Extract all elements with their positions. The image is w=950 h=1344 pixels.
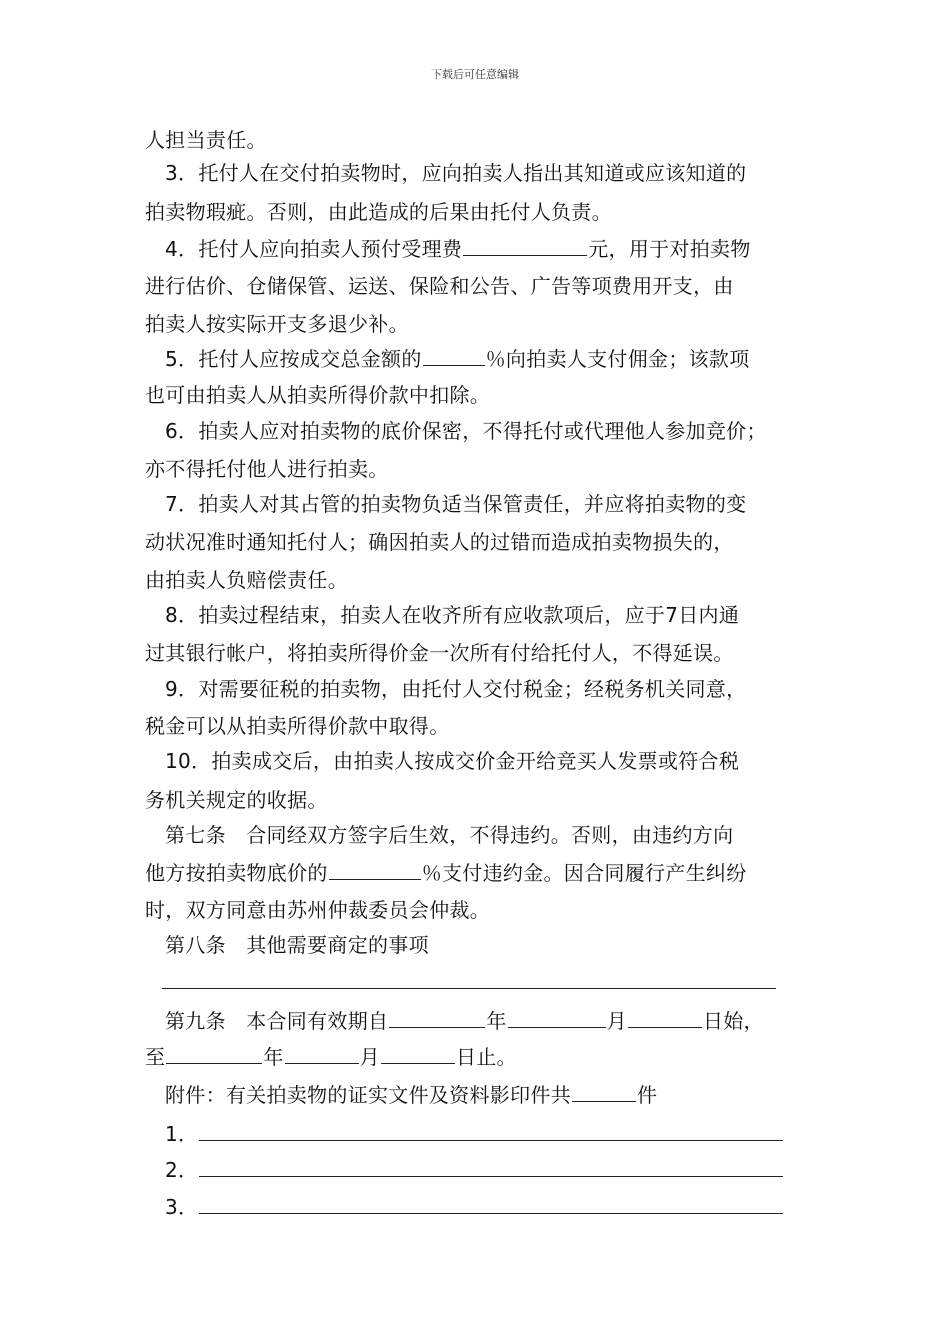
article-7-text-2: ％支付违约金。因合同履行产生纠纷 xyxy=(421,861,747,885)
commission-blank[interactable] xyxy=(423,345,485,366)
attachment-count-blank[interactable] xyxy=(572,1081,636,1102)
text-line: 亦不得托付他人进行拍卖。 xyxy=(145,457,389,481)
attachment-number: 2． xyxy=(165,1158,199,1182)
start-day-blank[interactable] xyxy=(628,1007,702,1028)
attachments-text: 附件：有关拍卖物的证实文件及资料影印件共 xyxy=(165,1083,571,1107)
end-day-blank[interactable] xyxy=(381,1043,455,1064)
year-label: 年 xyxy=(263,1045,284,1069)
page-header: 下载后可任意编辑 xyxy=(431,68,519,81)
article-7-line-2 xyxy=(145,859,747,886)
attachments-unit: 件 xyxy=(637,1083,658,1107)
attachment-item xyxy=(165,1156,784,1183)
text-line: 时，双方同意由苏州仲裁委员会仲裁。 xyxy=(145,898,491,922)
text-line: 也可由拍卖人从拍卖所得价款中扣除。 xyxy=(145,383,491,407)
clause-6: 6．拍卖人应对拍卖物的底价保密，不得托付或代理他人参加竞价； xyxy=(165,419,767,443)
text-line: 拍卖人按实际开支多退少补。 xyxy=(145,312,409,336)
to-label: 至 xyxy=(145,1045,166,1069)
year-label: 年 xyxy=(486,1009,507,1033)
day-start-label: 日始， xyxy=(702,1009,764,1033)
article-9 xyxy=(165,1007,764,1034)
article-9-text: 第九条 本合同有效期自 xyxy=(165,1009,389,1033)
text-line: 由拍卖人负赔偿责任。 xyxy=(145,568,348,592)
attachment-number: 3． xyxy=(165,1195,199,1219)
article-7: 第七条 合同经双方签字后生效，不得违约。否则，由违约方向 xyxy=(165,823,734,847)
start-year-blank[interactable] xyxy=(389,1007,485,1028)
clause-5 xyxy=(165,345,750,372)
text-line: 动状况准时通知托付人；确因拍卖人的过错而造成拍卖物损失的， xyxy=(145,530,734,554)
text-line: 进行估价、仓储保管、运送、保险和公告、广告等项费用开支，由 xyxy=(145,274,734,298)
attachment-blank[interactable] xyxy=(199,1156,783,1177)
month-label: 月 xyxy=(606,1009,627,1033)
clause-8: 8．拍卖过程结束，拍卖人在收齐所有应收款项后，应于7日内通 xyxy=(165,603,740,627)
clause-4-text-2: 元，用于对拍卖物 xyxy=(588,237,751,261)
clause-7: 7．拍卖人对其占管的拍卖物负适当保管责任，并应将拍卖物的变 xyxy=(165,492,747,516)
day-end-label: 日止。 xyxy=(455,1045,517,1069)
clause-10: 10．拍卖成交后，由拍卖人按成交价金开给竞买人发票或符合税 xyxy=(165,749,740,773)
attachment-blank[interactable] xyxy=(199,1120,783,1141)
fee-blank[interactable] xyxy=(463,235,587,256)
end-month-blank[interactable] xyxy=(285,1043,359,1064)
text-line: 税金可以从拍卖所得价款中取得。 xyxy=(145,714,450,738)
penalty-blank[interactable] xyxy=(329,859,421,880)
attachment-item xyxy=(165,1193,784,1220)
attachment-item xyxy=(165,1120,784,1147)
attachment-number: 1． xyxy=(165,1122,199,1146)
text-line: 拍卖物瑕疵。否则，由此造成的后果由托付人负责。 xyxy=(145,200,612,224)
clause-3: 3．托付人在交付拍卖物时，应向拍卖人指出其知道或应该知道的 xyxy=(165,161,747,185)
attachment-blank[interactable] xyxy=(199,1193,783,1214)
attachments xyxy=(165,1081,657,1108)
clause-4-text: 4．托付人应向拍卖人预付受理费 xyxy=(165,237,463,261)
text-line: 务机关规定的收据。 xyxy=(145,788,328,812)
clause-5-text-2: ％向拍卖人支付佣金；该款项 xyxy=(485,347,750,371)
text-line: 人担当责任。 xyxy=(145,128,267,152)
month-label: 月 xyxy=(359,1045,380,1069)
article-7-text: 他方按拍卖物底价的 xyxy=(145,861,328,885)
clause-5-text: 5．托付人应按成交总金额的 xyxy=(165,347,422,371)
end-year-blank[interactable] xyxy=(166,1043,262,1064)
article-8: 第八条 其他需要商定的事项 xyxy=(165,933,429,957)
text-line: 过其银行帐户，将拍卖所得价金一次所有付给托付人，不得延误。 xyxy=(145,641,734,665)
article-9-line-2 xyxy=(145,1043,517,1070)
clause-4 xyxy=(165,235,751,262)
other-matters-blank[interactable] xyxy=(162,988,776,989)
clause-9: 9．对需要征税的拍卖物，由托付人交付税金；经税务机关同意， xyxy=(165,677,747,701)
start-month-blank[interactable] xyxy=(508,1007,606,1028)
